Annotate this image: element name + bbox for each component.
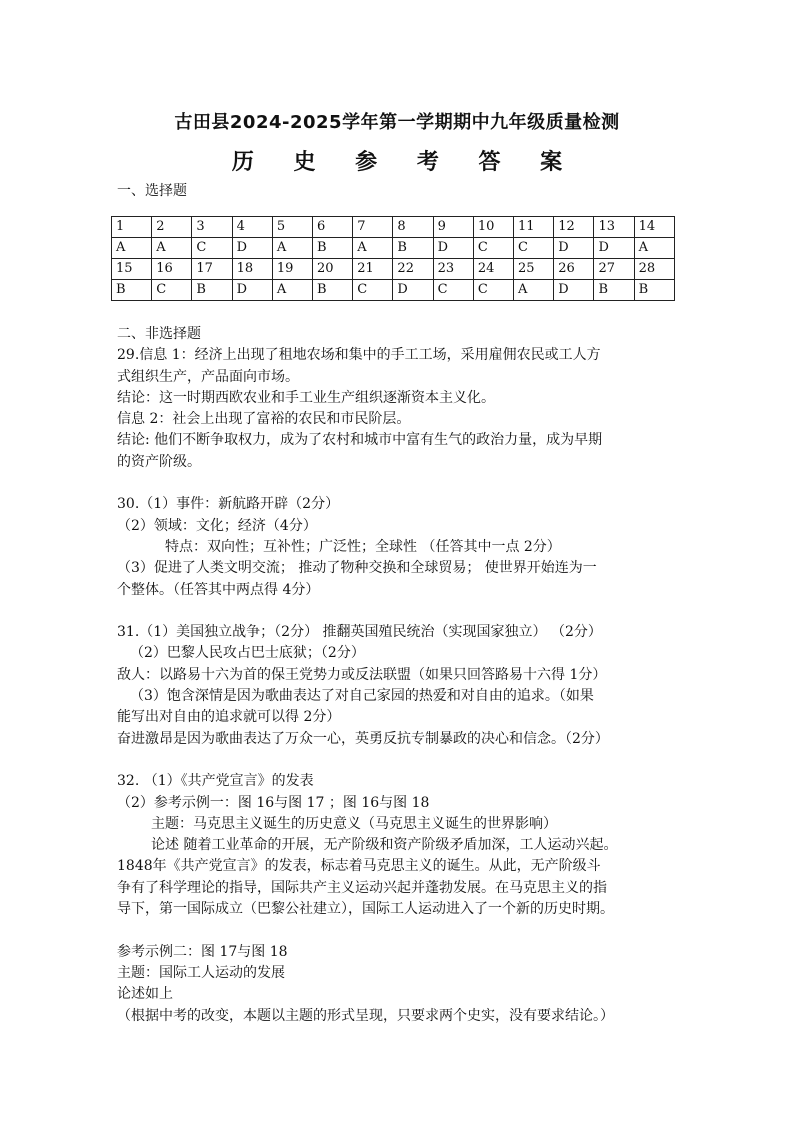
- q32-line: 32. （1）《共产党宣言》的发表: [117, 773, 314, 790]
- question-number-cell: 11: [514, 217, 554, 238]
- q29-line: 的资产阶级。: [117, 453, 201, 470]
- q31-line: 敌人：以路易十六为首的保王党势力或反法联盟（如果只回答路易十六得 1分）: [117, 666, 607, 683]
- question-number-cell: 1: [112, 217, 152, 238]
- answer-letter-cell: B: [313, 238, 353, 259]
- question-number-cell: 13: [594, 217, 634, 238]
- question-number-cell: 6: [313, 217, 353, 238]
- q31-line: 31.（1）美国独立战争；（2分） 推翻英国殖民统治（实现国家独立） （2分）: [117, 624, 602, 641]
- question-number-cell: 8: [393, 217, 433, 238]
- q29-line: 29.信息 1：经济上出现了租地农场和集中的手工工场，采用雇佣农民或工人方: [117, 347, 601, 364]
- answer-letter-cell: A: [152, 238, 192, 259]
- answer-letter-cell: C: [192, 238, 232, 259]
- answer-letter-cell: C: [152, 280, 192, 301]
- answer-letter-cell: A: [272, 280, 312, 301]
- document-subtitle: 历 史 参 考 答 案: [231, 150, 579, 175]
- question-number-cell: 16: [152, 259, 192, 280]
- q32-line: 争有了科学理论的指导，国际共产主义运动兴起并蓬勃发展。在马克思主义的指: [117, 879, 607, 896]
- answer-letter-cell: D: [433, 238, 473, 259]
- q31-line: （3）饱含深情是因为歌曲表达了对自己家园的热爱和对自由的追求。（如果: [130, 688, 594, 705]
- q31-line: 奋进激昂是因为歌曲表达了万众一心，英勇反抗专制暴政的决心和信念。（2分）: [117, 730, 609, 747]
- q29-line: 结论: 他们不断争取权力，成为了农村和城市中富有生气的政治力量，成为早期: [117, 432, 603, 449]
- q30-line: 特点：双向性；互补性；广泛性；全球性 （任答其中一点 2分）: [165, 538, 561, 555]
- question-number-cell: 10: [473, 217, 513, 238]
- answer-letter-cell: B: [112, 280, 152, 301]
- q32-example2-line: 参考示例二：图 17与图 18: [117, 943, 288, 960]
- answer-table-row: [112, 238, 675, 259]
- question-number-cell: 22: [393, 259, 433, 280]
- question-number-cell: 18: [232, 259, 272, 280]
- question-number-cell: 23: [433, 259, 473, 280]
- answer-letter-cell: C: [473, 238, 513, 259]
- answer-letter-cell: A: [514, 280, 554, 301]
- question-number-cell: 5: [272, 217, 312, 238]
- question-number-cell: 24: [473, 259, 513, 280]
- question-number-cell: 15: [112, 259, 152, 280]
- answer-letter-cell: D: [594, 238, 634, 259]
- question-number-cell: 2: [152, 217, 192, 238]
- answer-letter-cell: B: [634, 280, 674, 301]
- answer-letter-cell: B: [192, 280, 232, 301]
- question-number-cell: 26: [554, 259, 594, 280]
- answer-letter-cell: D: [232, 238, 272, 259]
- q30-line: （2）领域：文化；经济（4分）: [117, 517, 317, 534]
- question-number-cell: 21: [353, 259, 393, 280]
- section-nonchoice-heading: 二、非选择题: [117, 326, 201, 342]
- document-title: 古田县2024-2025学年第一学期期中九年级质量检测: [174, 112, 620, 133]
- question-number-cell: 9: [433, 217, 473, 238]
- answer-letter-cell: D: [554, 238, 594, 259]
- answer-letter-cell: A: [353, 238, 393, 259]
- q32-line: 导下，第一国际成立（巴黎公社建立），国际工人运动进入了一个新的历史时期。: [117, 901, 614, 918]
- q30-line: （3）促进了人类文明交流； 推动了物种交换和全球贸易； 使世界开始连为一: [117, 560, 597, 577]
- question-number-cell: 27: [594, 259, 634, 280]
- q31-line: 能写出对自由的追求就可以得 2分）: [117, 709, 341, 726]
- question-number-cell: 17: [192, 259, 232, 280]
- q29-line: 结论：这一时期西欧农业和手工业生产组织逐渐资本主义化。: [117, 389, 495, 406]
- answer-letter-cell: B: [594, 280, 634, 301]
- q30-line: 30.（1）事件：新航路开辟（2分）: [117, 496, 340, 513]
- answer-table: [111, 216, 675, 301]
- question-number-cell: 12: [554, 217, 594, 238]
- question-number-cell: 20: [313, 259, 353, 280]
- section-choice-heading: 一、选择题: [117, 183, 187, 199]
- answer-letter-cell: D: [393, 280, 433, 301]
- q29-line: 式组织生产，产品面向市场。: [117, 368, 299, 385]
- answer-letter-cell: A: [272, 238, 312, 259]
- question-number-cell: 4: [232, 217, 272, 238]
- question-number-cell: 14: [634, 217, 674, 238]
- question-number-cell: 3: [192, 217, 232, 238]
- question-number-cell: 28: [634, 259, 674, 280]
- q30-line: 个整体。（任答其中两点得 4分）: [117, 581, 320, 598]
- answer-letter-cell: B: [313, 280, 353, 301]
- answer-letter-cell: C: [514, 238, 554, 259]
- answer-table-row: [112, 217, 675, 238]
- q32-example2-line: 论述如上: [117, 986, 173, 1003]
- non-choice-section: [117, 324, 683, 1027]
- answer-letter-cell: A: [634, 238, 674, 259]
- q32-line: 论述 随着工业革命的开展，无产阶级和资产阶级矛盾加深，工人运动兴起。: [151, 837, 618, 854]
- answer-letter-cell: D: [232, 280, 272, 301]
- q31-line: （2）巴黎人民攻占巴士底狱；（2分）: [130, 645, 365, 662]
- answer-table-row: [112, 259, 675, 280]
- q32-example2-line: 主题：国际工人运动的发展: [117, 964, 285, 981]
- q29-line: 信息 2：社会上出现了富裕的农民和市民阶层。: [117, 411, 411, 428]
- question-number-cell: 7: [353, 217, 393, 238]
- question-number-cell: 25: [514, 259, 554, 280]
- answer-table-row: [112, 280, 675, 301]
- answer-letter-cell: B: [393, 238, 433, 259]
- answer-letter-cell: D: [554, 280, 594, 301]
- answer-letter-cell: C: [433, 280, 473, 301]
- answer-letter-cell: C: [353, 280, 393, 301]
- answer-letter-cell: A: [112, 238, 152, 259]
- q32-line: 1848年《共产党宣言》的发表，标志着马克思主义的诞生。从此，无产阶级斗: [117, 858, 601, 875]
- q32-line: 主题：马克思主义诞生的历史意义（马克思主义诞生的世界影响）: [151, 815, 557, 832]
- q32-line: （2）参考示例一：图 16与图 17 ；图 16与图 18: [117, 794, 430, 811]
- answer-letter-cell: C: [473, 280, 513, 301]
- question-number-cell: 19: [272, 259, 312, 280]
- q32-example2-line: （根据中考的改变，本题以主题的形式呈现，只要求两个史实，没有要求结论。）: [117, 1007, 614, 1024]
